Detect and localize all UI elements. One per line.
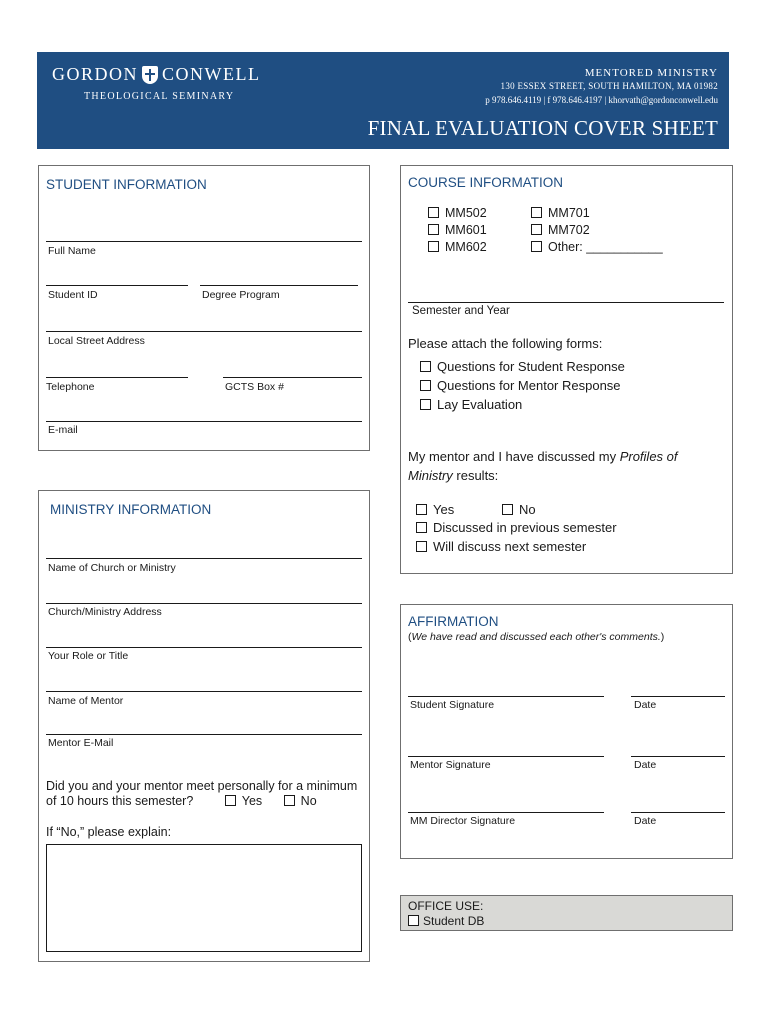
org-name-left: GORDON bbox=[52, 64, 139, 84]
org-name-right: CONWELL bbox=[162, 64, 261, 84]
field-label: Full Name bbox=[48, 245, 96, 257]
field-label: E-mail bbox=[48, 424, 78, 436]
profiles-no-option[interactable] bbox=[502, 502, 536, 517]
profiles-previous-option[interactable] bbox=[416, 520, 617, 535]
director-date-field[interactable] bbox=[631, 812, 725, 813]
mentor-date-field[interactable] bbox=[631, 756, 725, 757]
question-line bbox=[408, 447, 678, 466]
course-info-section bbox=[400, 165, 733, 574]
student-signature-field[interactable] bbox=[408, 696, 604, 697]
office-use-title: OFFICE USE: bbox=[408, 899, 484, 913]
field-label: Name of Church or Ministry bbox=[48, 562, 176, 574]
field-label: Date bbox=[634, 759, 657, 771]
director-signature-field[interactable] bbox=[408, 812, 604, 813]
form-option-student[interactable] bbox=[420, 359, 625, 374]
local-address-field[interactable] bbox=[46, 331, 362, 332]
course-option-mm701[interactable] bbox=[531, 206, 590, 220]
question-line: Did you and your mentor meet personally for a minimum bbox=[46, 779, 358, 793]
field-label: Telephone bbox=[46, 381, 95, 393]
checkbox-icon[interactable] bbox=[502, 504, 513, 515]
degree-program-field[interactable] bbox=[200, 285, 358, 286]
field-label: Local Street Address bbox=[48, 335, 145, 347]
option-label: No bbox=[519, 502, 536, 517]
checkbox-icon[interactable] bbox=[428, 241, 439, 252]
church-name-field[interactable] bbox=[46, 558, 362, 559]
office-use-student-db[interactable] bbox=[408, 914, 484, 928]
org-subtitle: THEOLOGICAL SEMINARY bbox=[84, 91, 235, 102]
question-italic: Profiles of bbox=[619, 449, 678, 464]
attach-prompt: Please attach the following forms: bbox=[408, 336, 603, 351]
course-option-mm702[interactable] bbox=[531, 223, 590, 237]
field-label: Student Signature bbox=[410, 699, 495, 711]
email-field[interactable] bbox=[46, 421, 362, 422]
affirmation-note: (We have read and discussed each other's comments.) bbox=[408, 631, 665, 643]
checkbox-icon[interactable] bbox=[531, 207, 542, 218]
profiles-next-option[interactable] bbox=[416, 539, 586, 554]
option-label: No bbox=[300, 794, 317, 808]
org-logo bbox=[52, 64, 261, 85]
crest-icon bbox=[142, 66, 158, 84]
mentor-email-field[interactable] bbox=[46, 734, 362, 735]
field-label: Mentor E-Mail bbox=[48, 737, 114, 749]
course-option-mm602[interactable] bbox=[428, 240, 487, 254]
full-name-field[interactable] bbox=[46, 241, 362, 242]
field-label: Name of Mentor bbox=[48, 695, 124, 707]
form-option-mentor[interactable] bbox=[420, 378, 621, 393]
question-line-2 bbox=[46, 794, 357, 808]
student-info-section bbox=[38, 165, 370, 451]
question-text: My mentor and I have discussed my bbox=[408, 449, 620, 464]
role-field[interactable] bbox=[46, 647, 362, 648]
checkbox-icon[interactable] bbox=[284, 795, 295, 806]
option-label: Discussed in previous semester bbox=[433, 520, 617, 535]
checkbox-icon[interactable] bbox=[408, 915, 419, 926]
explain-textarea[interactable] bbox=[46, 844, 362, 952]
field-label: Degree Program bbox=[202, 289, 280, 301]
section-title: MINISTRY INFORMATION bbox=[50, 502, 212, 517]
affirmation-section bbox=[400, 604, 733, 859]
course-option-mm502[interactable] bbox=[428, 206, 487, 220]
form-label: Lay Evaluation bbox=[437, 397, 523, 412]
meet-yes-option[interactable] bbox=[225, 794, 262, 808]
dept-name: MENTORED MINISTRY bbox=[584, 67, 718, 79]
field-label: Your Role or Title bbox=[48, 650, 129, 662]
course-label: MM701 bbox=[548, 206, 590, 220]
note-text: We have read and discussed each other's comments. bbox=[411, 631, 661, 643]
ministry-info-section bbox=[38, 490, 370, 962]
field-label: GCTS Box # bbox=[225, 381, 284, 393]
mentor-signature-field[interactable] bbox=[408, 756, 604, 757]
course-label: MM602 bbox=[445, 240, 487, 254]
question-italic: Ministry bbox=[408, 468, 453, 483]
form-label: Questions for Mentor Response bbox=[437, 378, 621, 393]
checkbox-icon[interactable] bbox=[420, 380, 431, 391]
header-banner bbox=[37, 52, 729, 149]
checkbox-icon[interactable] bbox=[531, 241, 542, 252]
explain-label: If “No,” please explain: bbox=[46, 825, 172, 839]
field-label: Semester and Year bbox=[412, 305, 510, 317]
checkbox-icon[interactable] bbox=[420, 399, 431, 410]
question-text: results: bbox=[452, 468, 499, 483]
church-address-field[interactable] bbox=[46, 603, 362, 604]
field-label: Church/Ministry Address bbox=[48, 606, 162, 618]
option-label: Student DB bbox=[423, 914, 485, 928]
course-option-mm601[interactable] bbox=[428, 223, 487, 237]
checkbox-icon[interactable] bbox=[416, 541, 427, 552]
section-title: AFFIRMATION bbox=[408, 614, 499, 629]
profiles-question bbox=[408, 447, 678, 485]
checkbox-icon[interactable] bbox=[416, 504, 427, 515]
field-label: Date bbox=[634, 699, 657, 711]
option-label: Yes bbox=[241, 794, 263, 808]
section-title: STUDENT INFORMATION bbox=[46, 177, 207, 192]
meeting-question bbox=[46, 779, 357, 808]
course-label: MM502 bbox=[445, 206, 487, 220]
gcts-box-field[interactable] bbox=[223, 377, 362, 378]
office-use-section bbox=[400, 895, 733, 931]
course-label: Other: ___________ bbox=[548, 240, 663, 254]
form-option-lay[interactable] bbox=[420, 397, 522, 412]
course-label: MM702 bbox=[548, 223, 590, 237]
question-line: of 10 hours this semester? bbox=[46, 794, 194, 808]
field-label: MM Director Signature bbox=[410, 815, 516, 827]
telephone-field[interactable] bbox=[46, 377, 188, 378]
meet-no-option[interactable] bbox=[284, 794, 317, 808]
field-label: Student ID bbox=[48, 289, 98, 301]
course-option-other[interactable] bbox=[531, 240, 663, 254]
checkbox-icon[interactable] bbox=[416, 522, 427, 533]
dept-contact: p 978.646.4119 | f 978.646.4197 | khorvath@gordonconwell.edu bbox=[485, 95, 718, 105]
checkbox-icon[interactable] bbox=[428, 207, 439, 218]
checkbox-icon[interactable] bbox=[420, 361, 431, 372]
option-label: Yes bbox=[433, 502, 455, 517]
student-id-field[interactable] bbox=[46, 285, 188, 286]
mentor-name-field[interactable] bbox=[46, 691, 362, 692]
page-title: FINAL EVALUATION COVER SHEET bbox=[367, 116, 718, 140]
checkbox-icon[interactable] bbox=[531, 224, 542, 235]
student-date-field[interactable] bbox=[631, 696, 725, 697]
course-label: MM601 bbox=[445, 223, 487, 237]
section-title: COURSE INFORMATION bbox=[408, 175, 563, 190]
field-label: Date bbox=[634, 815, 657, 827]
checkbox-icon[interactable] bbox=[428, 224, 439, 235]
question-line-2 bbox=[408, 466, 678, 485]
form-label: Questions for Student Response bbox=[437, 359, 625, 374]
field-label: Mentor Signature bbox=[410, 759, 491, 771]
dept-address: 130 ESSEX STREET, SOUTH HAMILTON, MA 01982 bbox=[500, 81, 718, 91]
profiles-yes-option[interactable] bbox=[416, 502, 454, 517]
option-label: Will discuss next semester bbox=[433, 539, 587, 554]
semester-year-field[interactable] bbox=[408, 302, 724, 303]
checkbox-icon[interactable] bbox=[225, 795, 236, 806]
